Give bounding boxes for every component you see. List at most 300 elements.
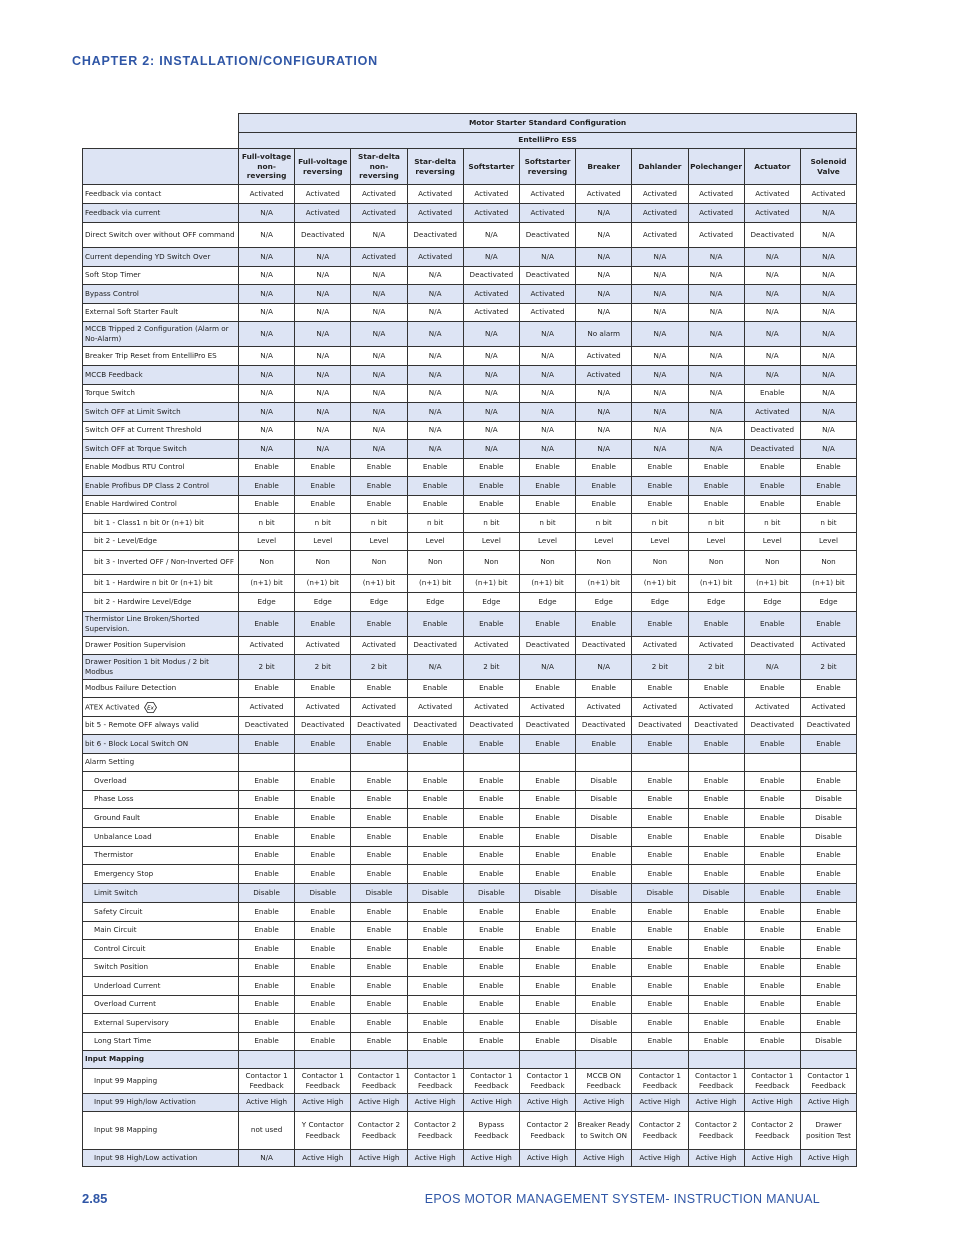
table-cell: Enable <box>239 809 295 828</box>
table-cell: N/A <box>519 422 575 440</box>
table-cell: N/A <box>800 440 856 459</box>
table-cell: Activated <box>576 185 632 204</box>
table-row <box>83 884 857 903</box>
table-cell: Contactor 2 Feedback <box>407 1112 463 1150</box>
table-cell: Enable <box>688 459 744 477</box>
table-cell: Enable <box>351 735 407 754</box>
table-cell: Enable <box>407 735 463 754</box>
table-cell: N/A <box>239 1150 295 1167</box>
table-cell: Activated <box>576 347 632 366</box>
table-row <box>83 1069 857 1094</box>
column-header: Full-voltage non-reversing <box>239 149 295 185</box>
table-cell: Activated <box>407 248 463 267</box>
row-label <box>83 440 239 459</box>
table-row <box>83 637 857 655</box>
table-cell: MCCB ON Feedback <box>576 1069 632 1094</box>
table-cell: 2 bit <box>800 655 856 680</box>
table-cell: Enable <box>295 459 351 477</box>
table-cell: Enable <box>744 772 800 791</box>
table-cell: N/A <box>351 223 407 248</box>
table-cell: N/A <box>576 248 632 267</box>
table-cell: Non <box>800 551 856 575</box>
row-label <box>83 223 239 248</box>
table-cell: Activated <box>407 698 463 717</box>
table-cell: Enable <box>800 477 856 496</box>
row-label-text: Feedback via current <box>85 207 161 217</box>
table-cell: Enable <box>295 922 351 940</box>
table-cell: Non <box>744 551 800 575</box>
table-cell: Enable <box>632 477 688 496</box>
table-cell: Enable <box>744 735 800 754</box>
table-cell <box>463 1051 519 1069</box>
column-header: Softstarter <box>463 149 519 185</box>
table-cell: Active High <box>744 1150 800 1167</box>
table-cell: Enable <box>688 735 744 754</box>
table-cell: Enable <box>463 809 519 828</box>
row-label <box>83 940 239 959</box>
row-label-text: Torque Switch <box>85 388 135 398</box>
row-label <box>83 1150 239 1167</box>
table-cell: Contactor 1 Feedback <box>519 1069 575 1094</box>
table-cell: 2 bit <box>632 655 688 680</box>
row-label-text: Emergency Stop <box>94 868 154 878</box>
row-label <box>83 514 239 533</box>
table-row <box>83 185 857 204</box>
table-cell: Deactivated <box>407 223 463 248</box>
column-header: Star-delta reversing <box>407 149 463 185</box>
page-number: 2.85 <box>82 1191 108 1206</box>
table-cell: Active High <box>744 1094 800 1112</box>
table-row <box>83 717 857 735</box>
table-cell: N/A <box>800 322 856 347</box>
table-cell: Enable <box>632 959 688 977</box>
table-cell: Active High <box>407 1094 463 1112</box>
table-cell: Deactivated <box>239 717 295 735</box>
table-row <box>83 922 857 940</box>
table-cell: Enable <box>576 612 632 637</box>
table-cell: Enable <box>800 865 856 884</box>
table-cell: Enable <box>688 477 744 496</box>
table-row <box>83 593 857 612</box>
table-cell: Activated <box>744 185 800 204</box>
table-cell: Enable <box>744 385 800 403</box>
table-cell: Enable <box>632 922 688 940</box>
table-cell: Enable <box>239 496 295 514</box>
table-cell: N/A <box>463 385 519 403</box>
table-cell: Activated <box>463 637 519 655</box>
table-cell: Activated <box>407 185 463 204</box>
table-cell: Enable <box>744 612 800 637</box>
table-cell: Enable <box>295 865 351 884</box>
table-cell: Enable <box>295 828 351 847</box>
table-row <box>83 655 857 680</box>
table-cell: Enable <box>632 847 688 865</box>
table-cell: Enable <box>576 477 632 496</box>
row-label <box>83 847 239 865</box>
table-cell: Activated <box>463 185 519 204</box>
table-cell: Enable <box>688 922 744 940</box>
table-cell: N/A <box>239 322 295 347</box>
row-label-text: ATEX Activated <box>85 702 140 711</box>
table-cell <box>744 754 800 772</box>
table-row <box>83 735 857 754</box>
table-cell: Disable <box>463 884 519 903</box>
table-cell: N/A <box>632 322 688 347</box>
table-cell: N/A <box>351 385 407 403</box>
table-row <box>83 366 857 385</box>
table-cell: Enable <box>800 772 856 791</box>
table-cell: N/A <box>688 248 744 267</box>
table-cell <box>407 1051 463 1069</box>
table-cell: Active High <box>632 1094 688 1112</box>
table-cell: Disable <box>576 1033 632 1051</box>
row-label <box>83 1051 239 1069</box>
table-cell: Enable <box>519 922 575 940</box>
table-row <box>83 680 857 698</box>
table-cell: Level <box>576 533 632 551</box>
table-cell: N/A <box>800 223 856 248</box>
table-cell: Enable <box>519 612 575 637</box>
table-cell: Disable <box>800 809 856 828</box>
table-cell: Enable <box>463 922 519 940</box>
table-cell: Active High <box>688 1150 744 1167</box>
table-cell: N/A <box>239 403 295 422</box>
table-row <box>83 477 857 496</box>
table-cell: Edge <box>632 593 688 612</box>
table-cell: Enable <box>519 735 575 754</box>
table-cell: N/A <box>351 267 407 285</box>
row-label-text: Input 98 Mapping <box>94 1125 158 1135</box>
table-cell: N/A <box>632 403 688 422</box>
table-cell: N/A <box>407 403 463 422</box>
table-cell: Enable <box>295 496 351 514</box>
table-row <box>83 865 857 884</box>
row-label <box>83 772 239 791</box>
table-cell: Enable <box>744 828 800 847</box>
table-cell: N/A <box>632 366 688 385</box>
table-cell: Deactivated <box>744 717 800 735</box>
table-row <box>83 1051 857 1069</box>
table-cell: Enable <box>744 959 800 977</box>
table-cell: N/A <box>688 422 744 440</box>
table-cell: N/A <box>688 322 744 347</box>
table-cell: N/A <box>688 366 744 385</box>
table-cell <box>519 1051 575 1069</box>
table-cell: Enable <box>519 459 575 477</box>
table-cell: Enable <box>688 1014 744 1033</box>
table-cell: Enable <box>239 903 295 922</box>
row-label-text: Switch Position <box>94 962 149 972</box>
row-label-text: MCCB Tripped 2 Configuration (Alarm or No-Alarm) <box>85 323 229 343</box>
table-row <box>83 1094 857 1112</box>
table-cell: Active High <box>407 1150 463 1167</box>
table-cell: N/A <box>519 347 575 366</box>
row-label <box>83 1094 239 1112</box>
table-cell: Enable <box>576 680 632 698</box>
row-label-text: Input Mapping <box>85 1054 145 1064</box>
table-cell: Enable <box>351 959 407 977</box>
table-cell <box>239 754 295 772</box>
row-label-text: Drawer Position Supervision <box>85 640 186 650</box>
table-cell: N/A <box>632 385 688 403</box>
table-cell: Enable <box>800 735 856 754</box>
table-cell: Enable <box>463 847 519 865</box>
table-cell: Activated <box>632 637 688 655</box>
configuration-table <box>82 113 857 1167</box>
table-cell: N/A <box>800 385 856 403</box>
corner-blank <box>83 133 239 149</box>
table-cell: Enable <box>295 477 351 496</box>
table-cell: N/A <box>463 440 519 459</box>
row-label-text: External Soft Starter Fault <box>85 307 179 317</box>
table-cell: Activated <box>239 637 295 655</box>
table-cell: Contactor 1 Feedback <box>239 1069 295 1094</box>
table-cell: Breaker Ready to Switch ON <box>576 1112 632 1150</box>
table-cell: Enable <box>519 496 575 514</box>
table-cell: N/A <box>295 285 351 304</box>
table-cell <box>407 754 463 772</box>
table-row <box>83 772 857 791</box>
table-cell: 2 bit <box>351 655 407 680</box>
row-label <box>83 267 239 285</box>
table-cell: Enable <box>576 903 632 922</box>
table-cell <box>239 1051 295 1069</box>
table-cell: (n+1) bit <box>519 575 575 593</box>
table-cell: Enable <box>744 996 800 1014</box>
table-cell: (n+1) bit <box>800 575 856 593</box>
table-cell: Enable <box>800 996 856 1014</box>
table-cell: N/A <box>632 304 688 322</box>
row-label <box>83 593 239 612</box>
row-label-text: Feedback via contact <box>85 188 162 198</box>
table-cell: N/A <box>800 347 856 366</box>
table-cell: Active High <box>239 1094 295 1112</box>
table-cell: N/A <box>800 267 856 285</box>
table-cell: Activated <box>295 698 351 717</box>
row-label-text: Enable Modbus RTU Control <box>85 462 185 472</box>
table-cell: Enable <box>463 903 519 922</box>
table-cell: Active High <box>576 1150 632 1167</box>
row-label-text: Switch OFF at Limit Switch <box>85 406 181 416</box>
table-cell: Enable <box>519 772 575 791</box>
table-cell: 2 bit <box>688 655 744 680</box>
table-cell <box>519 754 575 772</box>
table-cell: Enable <box>351 828 407 847</box>
table-cell: Contactor 2 Feedback <box>688 1112 744 1150</box>
table-cell: N/A <box>407 655 463 680</box>
table-cell: N/A <box>744 267 800 285</box>
table-row <box>83 809 857 828</box>
table-cell: (n+1) bit <box>239 575 295 593</box>
table-cell: (n+1) bit <box>407 575 463 593</box>
table-cell: Activated <box>744 698 800 717</box>
table-row <box>83 551 857 575</box>
table-cell: N/A <box>688 403 744 422</box>
table-cell: Contactor 2 Feedback <box>632 1112 688 1150</box>
table-cell: Enable <box>295 1033 351 1051</box>
row-label-text: Overload <box>94 775 127 785</box>
table-cell: N/A <box>407 347 463 366</box>
table-row <box>83 977 857 996</box>
column-header: Star-delta non-reversing <box>351 149 407 185</box>
table-cell: N/A <box>632 267 688 285</box>
table-cell: Active High <box>295 1094 351 1112</box>
table-cell <box>463 754 519 772</box>
row-label <box>83 1069 239 1094</box>
table-cell: Enable <box>295 959 351 977</box>
table-cell: Enable <box>463 477 519 496</box>
table-cell: Enable <box>239 940 295 959</box>
row-label <box>83 366 239 385</box>
table-cell: Enable <box>688 680 744 698</box>
table-cell: Deactivated <box>744 223 800 248</box>
row-label <box>83 575 239 593</box>
table-cell: N/A <box>519 248 575 267</box>
table-cell: n bit <box>576 514 632 533</box>
table-cell: Enable <box>744 847 800 865</box>
column-header: Actuator <box>744 149 800 185</box>
table-cell: Level <box>800 533 856 551</box>
table-cell: Activated <box>576 366 632 385</box>
table-cell: Enable <box>576 977 632 996</box>
table-cell: N/A <box>744 285 800 304</box>
table-cell: Active High <box>576 1094 632 1112</box>
table-cell: N/A <box>239 285 295 304</box>
row-label-text: Underload Current <box>94 980 161 990</box>
table-cell: Disable <box>576 1014 632 1033</box>
table-cell: Enable <box>744 680 800 698</box>
row-label <box>83 655 239 680</box>
table-cell: Enable <box>576 459 632 477</box>
table-cell: N/A <box>239 385 295 403</box>
table-cell: Disable <box>800 1033 856 1051</box>
row-label <box>83 185 239 204</box>
table-cell: N/A <box>351 403 407 422</box>
table-cell: Enable <box>239 865 295 884</box>
table-cell: Enable <box>688 977 744 996</box>
row-label-text: Current depending YD Switch Over <box>85 251 211 261</box>
table-cell: Enable <box>688 865 744 884</box>
table-cell: Enable <box>744 884 800 903</box>
table-cell: Enable <box>688 847 744 865</box>
table-cell: Enable <box>632 735 688 754</box>
table-cell: Contactor 1 Feedback <box>463 1069 519 1094</box>
table-cell: N/A <box>407 440 463 459</box>
row-label <box>83 248 239 267</box>
table-cell: Enable <box>239 1033 295 1051</box>
table-cell: Enable <box>463 459 519 477</box>
table-cell <box>576 754 632 772</box>
table-cell: Enable <box>519 903 575 922</box>
table-cell: Enable <box>351 809 407 828</box>
row-label <box>83 551 239 575</box>
table-cell: N/A <box>295 440 351 459</box>
table-cell: Enable <box>351 680 407 698</box>
table-cell: Contactor 1 Feedback <box>744 1069 800 1094</box>
row-label-text: Input 99 High/low Activation <box>94 1097 196 1107</box>
row-label-text: Switch OFF at Current Threshold <box>85 425 202 435</box>
table-cell: Enable <box>800 612 856 637</box>
table-cell: Enable <box>407 612 463 637</box>
table-cell: Enable <box>463 735 519 754</box>
row-label-text: Phase Loss <box>94 794 134 804</box>
table-cell: N/A <box>351 366 407 385</box>
table-cell: n bit <box>463 514 519 533</box>
row-label <box>83 204 239 223</box>
table-cell: N/A <box>800 248 856 267</box>
table-cell: Enable <box>576 735 632 754</box>
table-cell: N/A <box>295 422 351 440</box>
table-cell: N/A <box>576 285 632 304</box>
table-cell: N/A <box>632 422 688 440</box>
table-cell: Enable <box>407 977 463 996</box>
table-cell: Enable <box>351 940 407 959</box>
table-cell: Activated <box>351 248 407 267</box>
table-cell: Enable <box>295 735 351 754</box>
table-cell: N/A <box>351 422 407 440</box>
table-cell <box>800 754 856 772</box>
table-cell: Activated <box>463 285 519 304</box>
table-cell: N/A <box>688 347 744 366</box>
table-cell: N/A <box>239 223 295 248</box>
table-cell: N/A <box>295 366 351 385</box>
table-cell: Activated <box>800 698 856 717</box>
table-cell: n bit <box>800 514 856 533</box>
table-cell: Enable <box>576 865 632 884</box>
table-cell: n bit <box>632 514 688 533</box>
table-cell: N/A <box>632 248 688 267</box>
table-cell: Non <box>239 551 295 575</box>
table-cell: Enable <box>463 959 519 977</box>
table-cell: Enable <box>351 865 407 884</box>
table-cell: N/A <box>576 440 632 459</box>
table-cell: Activated <box>407 204 463 223</box>
table-cell: Enable <box>239 477 295 496</box>
table-cell: Activated <box>239 185 295 204</box>
table-cell: N/A <box>744 248 800 267</box>
table-cell: n bit <box>239 514 295 533</box>
table-cell: Activated <box>239 698 295 717</box>
table-cell: Enable <box>519 996 575 1014</box>
table-cell: Enable <box>351 791 407 809</box>
table-row <box>83 791 857 809</box>
table-cell: N/A <box>800 285 856 304</box>
table-cell: Enable <box>239 791 295 809</box>
table-cell: Activated <box>688 637 744 655</box>
table-cell: Enable <box>519 828 575 847</box>
row-label <box>83 459 239 477</box>
table-cell: Deactivated <box>576 637 632 655</box>
table-cell: Enable <box>407 922 463 940</box>
row-label-text: bit 1 - Hardwire n bit 0r (n+1) bit <box>94 578 213 588</box>
row-label <box>83 403 239 422</box>
svg-text:Ex: Ex <box>146 705 154 711</box>
table-cell: Drawer position Test <box>800 1112 856 1150</box>
table-row <box>83 267 857 285</box>
table-cell: N/A <box>519 385 575 403</box>
table-cell: N/A <box>463 366 519 385</box>
column-header: Solenoid Valve <box>800 149 856 185</box>
table-cell: Enable <box>800 680 856 698</box>
table-cell: Active High <box>632 1150 688 1167</box>
table-cell: Enable <box>800 1014 856 1033</box>
table-cell: Enable <box>239 772 295 791</box>
row-label <box>83 996 239 1014</box>
table-cell: Edge <box>744 593 800 612</box>
table-cell: Disable <box>576 884 632 903</box>
table-cell: Non <box>576 551 632 575</box>
table-cell: Enable <box>519 977 575 996</box>
